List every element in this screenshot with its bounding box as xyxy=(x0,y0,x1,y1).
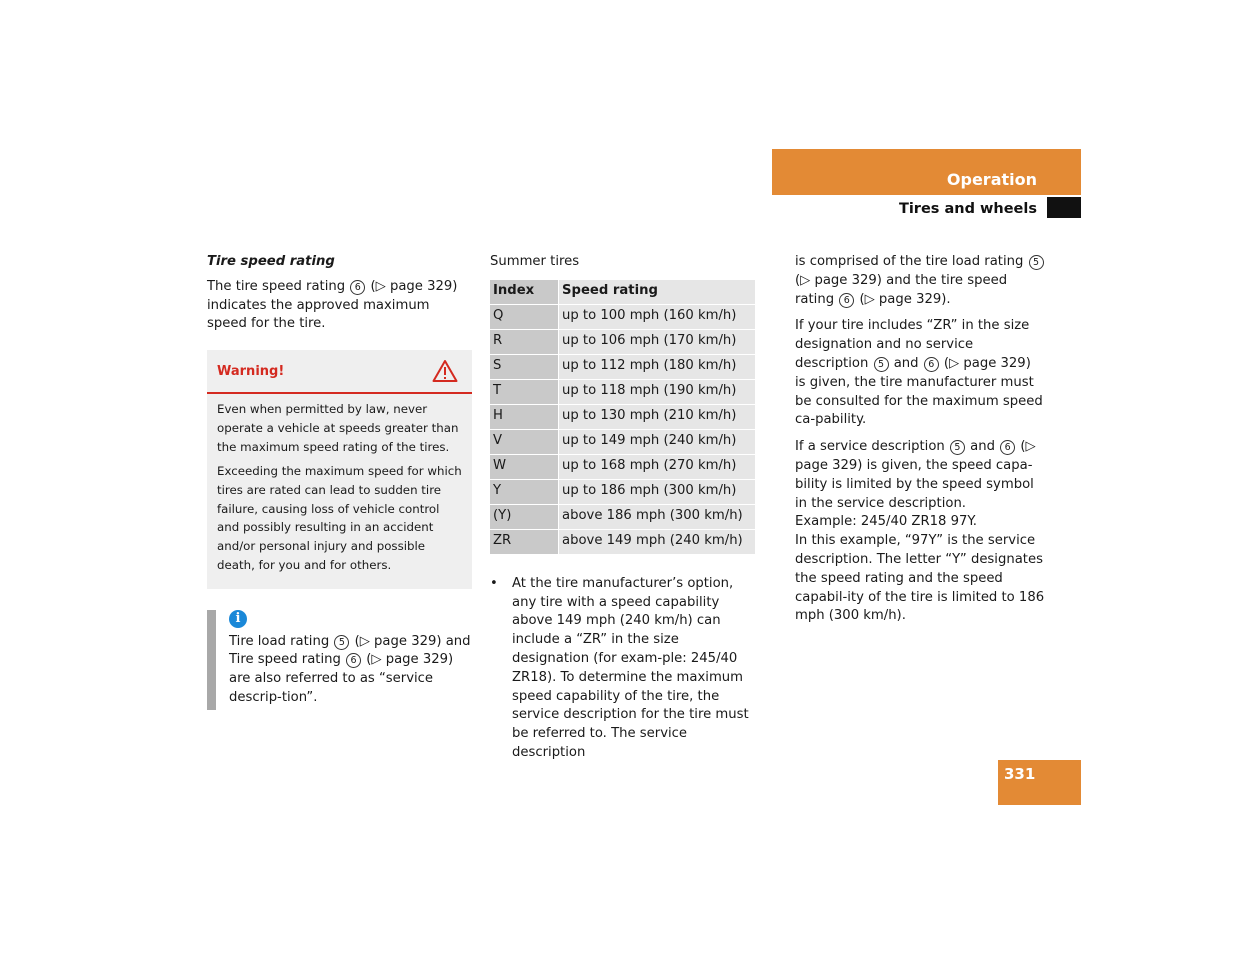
column-middle xyxy=(490,253,755,763)
subsection-title: Tires and wheels xyxy=(898,201,1037,217)
info-text-part: (▷ page 329) are also referred to as “service descrip-tion”. xyxy=(229,652,454,705)
table-caption: Summer tires xyxy=(490,254,580,269)
paragraph-zr xyxy=(795,317,1045,430)
callout-6: 6 xyxy=(1000,440,1015,455)
callout-6: 6 xyxy=(350,280,365,295)
speed-cell: up to 112 mph (180 km/h) xyxy=(559,354,756,379)
text-part: (▷ page 329) and the tire speed rating xyxy=(795,272,1008,307)
column-header-index: Index xyxy=(490,280,559,305)
page-number-box xyxy=(998,760,1081,805)
speed-cell: up to 186 mph (300 km/h) xyxy=(559,479,756,504)
table-row xyxy=(490,379,755,404)
index-cell: H xyxy=(490,404,559,429)
info-text-part: Tire load rating xyxy=(229,633,334,649)
warning-box xyxy=(207,350,472,588)
column-header-speed-rating: Speed rating xyxy=(559,280,756,305)
column-right xyxy=(795,253,1045,634)
table-row xyxy=(490,329,755,354)
speed-cell: above 186 mph (300 km/h) xyxy=(559,504,756,529)
text-part: and xyxy=(965,439,1000,455)
text-part: In this example, “97Y” is the service description. The letter “Y” designates the speed rating and the speed capabil-ity of the tire is limited to 186 mph (300 km/h). xyxy=(795,533,1045,624)
speed-cell: up to 149 mph (240 km/h) xyxy=(559,429,756,454)
text-part: is comprised of the tire load rating xyxy=(795,254,1028,269)
bullet-marker: • xyxy=(490,575,498,591)
speed-cell: up to 106 mph (170 km/h) xyxy=(559,329,756,354)
intro-text-b: (▷ page 329) indicates the approved maximum speed for the tire. xyxy=(207,278,458,332)
page-number: 331 xyxy=(1004,765,1036,783)
intro-text-a: The tire speed rating xyxy=(207,278,350,294)
info-icon: i xyxy=(229,610,247,628)
table-row xyxy=(490,404,755,429)
speed-cell: up to 100 mph (160 km/h) xyxy=(559,304,756,329)
text-part: (▷ page 329) is given, the speed capa-bility is limited by the speed symbol in the service description. xyxy=(795,439,1036,511)
subsection-header xyxy=(772,197,1081,219)
callout-6: 6 xyxy=(346,653,361,668)
text-part: (▷ page 329) is given, the tire manufacturer must be consulted for the maximum speed ca-pability. xyxy=(795,355,1043,428)
table-row xyxy=(490,479,755,504)
bullet-item xyxy=(490,575,755,763)
callout-5: 5 xyxy=(950,440,965,455)
index-cell: V xyxy=(490,429,559,454)
speed-cell: up to 168 mph (270 km/h) xyxy=(559,454,756,479)
info-note xyxy=(207,610,472,710)
heading-tire-speed-rating: Tire speed rating xyxy=(207,254,335,269)
callout-5: 5 xyxy=(1029,255,1044,270)
warning-triangle-icon xyxy=(432,359,458,383)
table-row xyxy=(490,504,755,529)
warning-header xyxy=(207,350,472,394)
speed-cell: up to 130 mph (210 km/h) xyxy=(559,404,756,429)
table-row xyxy=(490,354,755,379)
table-row xyxy=(490,529,755,554)
speed-cell: above 149 mph (240 km/h) xyxy=(559,529,756,554)
example-text: Example: 245/40 ZR18 97Y. xyxy=(795,514,977,530)
warning-body xyxy=(207,394,472,574)
text-part: (▷ page 329). xyxy=(855,291,951,307)
callout-6: 6 xyxy=(924,357,939,372)
callout-6: 6 xyxy=(839,293,854,308)
paragraph-speed-symbol xyxy=(795,438,1045,626)
index-cell: S xyxy=(490,354,559,379)
section-header-bar xyxy=(772,149,1081,195)
warning-paragraph: Even when permitted by law, never operate a vehicle at speeds greater than the maximum speed rating of the tires. xyxy=(217,402,459,454)
text-part: If your tire includes “ZR” in the size designation and no service description xyxy=(795,318,1030,371)
index-cell: (Y) xyxy=(490,504,559,529)
subsection-marker xyxy=(1047,197,1081,218)
intro-paragraph xyxy=(207,278,472,334)
bullet-text: At the tire manufacturer’s option, any tire with a speed capability above 149 mph (240 km/h) can include a “ZR” in the size designation (for exam-ple: 245/40 ZR18). To determine the maximum speed capability of the tire, the service description for the tire must be referred to. The service description xyxy=(512,575,749,760)
column-left xyxy=(207,253,472,710)
table-row xyxy=(490,429,755,454)
text-part: and xyxy=(889,355,923,371)
speed-cell: up to 118 mph (190 km/h) xyxy=(559,379,756,404)
table-header-row xyxy=(490,280,755,305)
index-cell: Y xyxy=(490,479,559,504)
index-cell: W xyxy=(490,454,559,479)
index-cell: Q xyxy=(490,304,559,329)
table-row xyxy=(490,454,755,479)
info-text xyxy=(229,633,472,708)
table-row xyxy=(490,304,755,329)
info-text-part: (▷ page 329) and Tire speed rating xyxy=(229,633,471,668)
index-cell: T xyxy=(490,379,559,404)
callout-5: 5 xyxy=(874,357,889,372)
section-title: Operation xyxy=(946,170,1037,189)
paragraph-service-description xyxy=(795,253,1045,309)
warning-title: Warning! xyxy=(217,364,285,380)
text-part: If a service description xyxy=(795,439,949,455)
speed-rating-table xyxy=(490,280,755,555)
index-cell: R xyxy=(490,329,559,354)
index-cell: ZR xyxy=(490,529,559,554)
warning-paragraph: Exceeding the maximum speed for which tires are rated can lead to sudden tire failure, causing loss of vehicle control and possibly resulting in an accident and/or personal injury and possible death, for you and for others. xyxy=(217,464,462,572)
callout-5: 5 xyxy=(334,635,349,650)
